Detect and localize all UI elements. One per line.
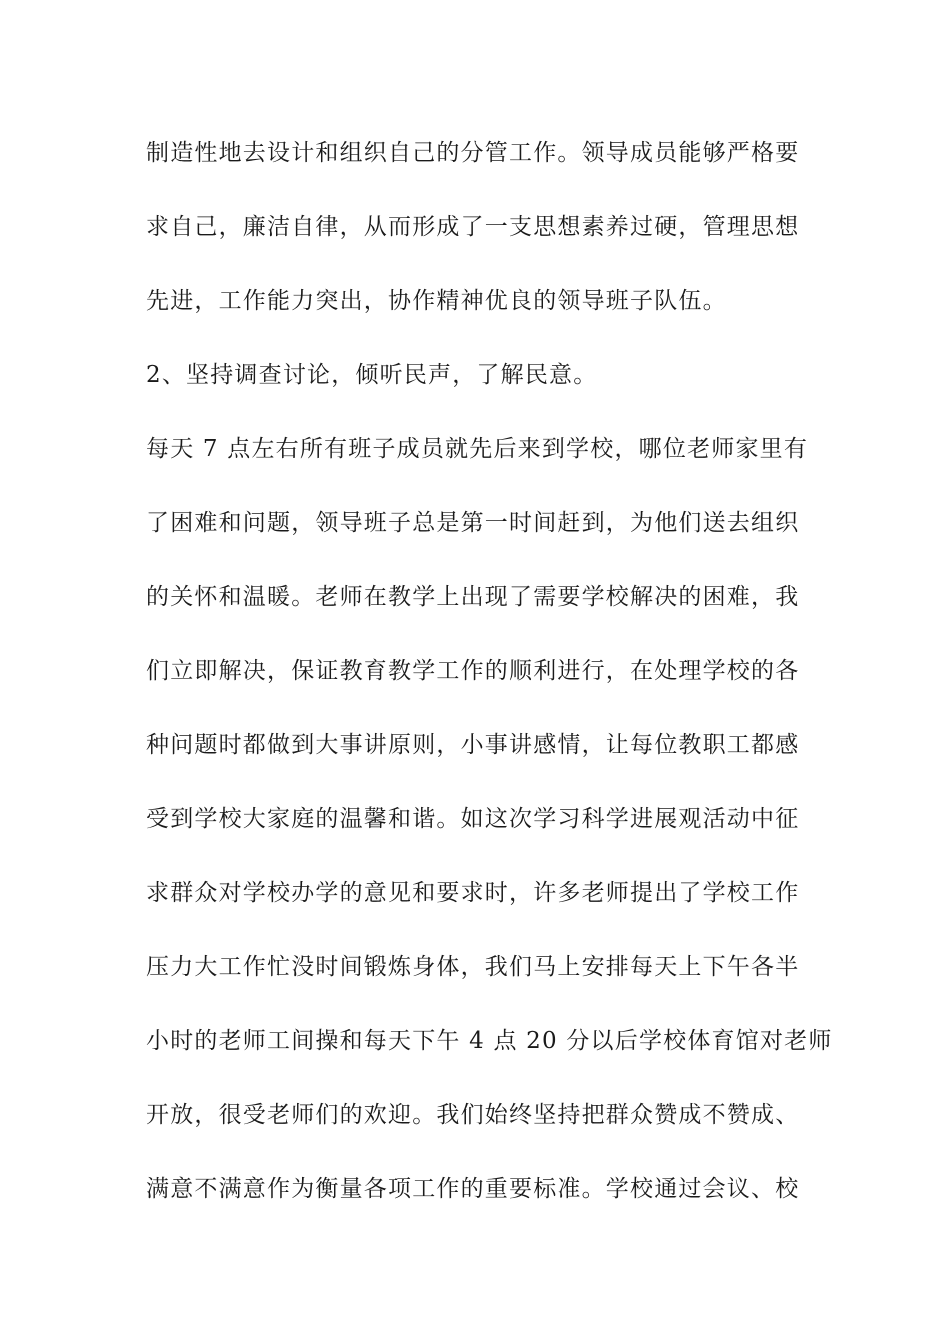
paragraph-line: 受到学校大家庭的温馨和谐。如这次学习科学进展观活动中征 bbox=[146, 806, 800, 832]
paragraph-line: 压力大工作忙没时间锻炼身体，我们马上安排每天上下午各半 bbox=[146, 954, 800, 980]
paragraph-line: 的关怀和温暖。老师在教学上出现了需要学校解决的困难，我 bbox=[146, 584, 800, 610]
paragraph-line: 制造性地去设计和组织自己的分管工作。领导成员能够严格要 bbox=[146, 140, 800, 166]
paragraph-line: 先进，工作能力突出，协作精神优良的领导班子队伍。 bbox=[146, 288, 727, 314]
paragraph-line: 了困难和问题，领导班子总是第一时间赶到，为他们送去组织 bbox=[146, 510, 800, 536]
paragraph-line: 们立即解决，保证教育教学工作的顺利进行，在处理学校的各 bbox=[146, 658, 800, 684]
paragraph-line: 小时的老师工间操和每天下午 4 点 20 分以后学校体育馆对老师 bbox=[146, 1028, 833, 1054]
paragraph-line: 开放，很受老师们的欢迎。我们始终坚持把群众赞成不赞成、 bbox=[146, 1102, 800, 1128]
paragraph-line: 求自己，廉洁自律，从而形成了一支思想素养过硬，管理思想 bbox=[146, 214, 800, 240]
paragraph-line: 种问题时都做到大事讲原则，小事讲感情，让每位教职工都感 bbox=[146, 732, 800, 758]
paragraph-line: 满意不满意作为衡量各项工作的重要标准。学校通过会议、校 bbox=[146, 1176, 800, 1202]
paragraph-line: 每天 7 点左右所有班子成员就先后来到学校，哪位老师家里有 bbox=[146, 436, 809, 462]
section-heading: 2、坚持调查讨论，倾听民声，了解民意。 bbox=[146, 362, 598, 388]
paragraph-line: 求群众对学校办学的意见和要求时，许多老师提出了学校工作 bbox=[146, 880, 800, 906]
